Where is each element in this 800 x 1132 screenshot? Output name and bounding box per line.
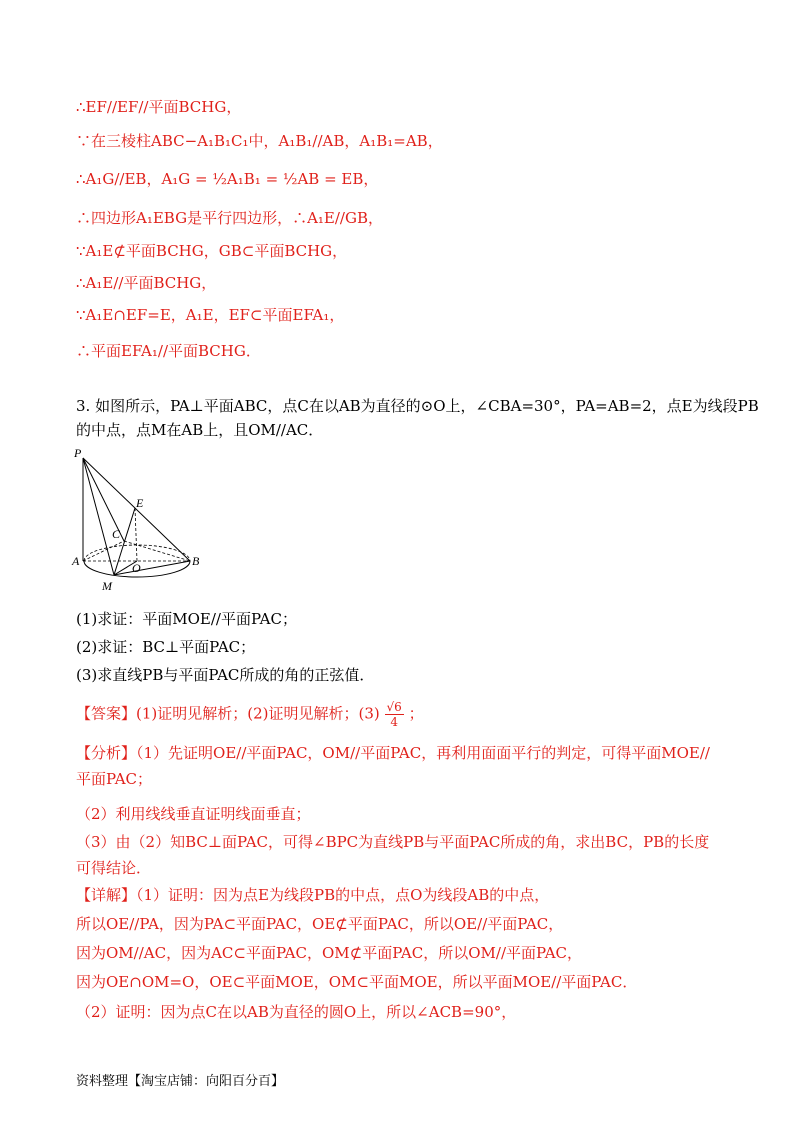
analysis-p3: （3）由（2）知BC⊥面PAC，可得∠BPC为直线PB与平面PAC所成的角，求出BC，PB的长度可得结论．: [76, 833, 710, 877]
answer-prefix: 【答案】(1)证明见解析；(2)证明见解析；(3): [76, 704, 380, 723]
problem-statement-1: 3. 如图所示，PA⊥平面ABC，点C在以AB为直径的⊙O上，∠CBA=30°，PA=AB=2，点E为线段PB: [76, 397, 759, 415]
analysis-p2: （2）利用线线垂直证明线面垂直；: [76, 805, 311, 823]
detail-line-1: 【详解】（1）证明：因为点E为线段PB的中点，点O为线段AB的中点，: [76, 886, 550, 904]
proof-line-6: ∴A₁E//平面BCHG，: [76, 274, 217, 292]
label-E: E: [136, 496, 144, 510]
footer-source: 资料整理【淘宝店铺：向阳百分百】: [76, 1074, 285, 1089]
answer-fraction: [385, 700, 404, 729]
analysis-p1: 【分析】（1）先证明OE//平面PAC，OM//平面PAC，再利用面面平行的判定，可得平面MOE//平面PAC；: [76, 744, 710, 788]
edge-PM: [83, 458, 114, 575]
question-3: (3)求直线PB与平面PAC所成的角的正弦值．: [76, 666, 375, 684]
detail-line-4: 因为OE∩OM=O，OE⊂平面MOE，OM⊂平面MOE，所以平面MOE//平面PAC．: [76, 973, 638, 991]
proof-line-5: ∵A₁E⊄平面BCHG，GB⊂平面BCHG，: [76, 242, 348, 260]
answer-line: [76, 700, 424, 729]
detail-line-2: 所以OE//PA，因为PA⊂平面PAC，OE⊄平面PAC，所以OE//平面PAC，: [76, 915, 564, 933]
edge-EO: [135, 508, 137, 561]
proof-line-8: ∴平面EFA₁//平面BCHG．: [76, 342, 261, 360]
problem-statement-2: 的中点，点M在AB上，且OM//AC．: [76, 421, 324, 439]
question-2: (2)求证：BC⊥平面PAC；: [76, 638, 256, 656]
proof-line-1: ∴EF//EF//平面BCHG，: [76, 98, 242, 116]
label-P: P: [74, 446, 82, 460]
detail-line-3: 因为OM//AC，因为AC⊂平面PAC，OM⊄平面PAC，所以OM//平面PAC，: [76, 944, 583, 962]
geometry-figure: [70, 445, 210, 605]
question-1: (1)求证：平面MOE//平面PAC；: [76, 610, 297, 628]
detail-line-5: （2）证明：因为点C在以AB为直径的圆O上，所以∠ACB=90°，: [76, 1003, 517, 1021]
label-C: C: [112, 527, 121, 541]
proof-line-7: ∵A₁E∩EF=E，A₁E，EF⊂平面EFA₁，: [76, 306, 345, 324]
proof-line-4: ∴四边形A₁EBG是平行四边形，∴A₁E//GB，: [76, 209, 383, 227]
label-B: B: [192, 554, 200, 568]
proof-line-2: ∵在三棱柱ABC−A₁B₁C₁中，A₁B₁//AB，A₁B₁=AB，: [76, 132, 443, 150]
label-A: A: [72, 554, 80, 568]
proof-line-3: ∴A₁G//EB，A₁G = ½A₁B₁ = ½AB = EB，: [76, 170, 379, 188]
answer-numerator: √6: [386, 700, 402, 714]
label-O: O: [132, 561, 141, 575]
answer-denominator: 4: [390, 715, 398, 729]
edge-AC: [83, 541, 124, 561]
label-M: M: [102, 579, 112, 593]
answer-suffix: ；: [408, 704, 424, 723]
